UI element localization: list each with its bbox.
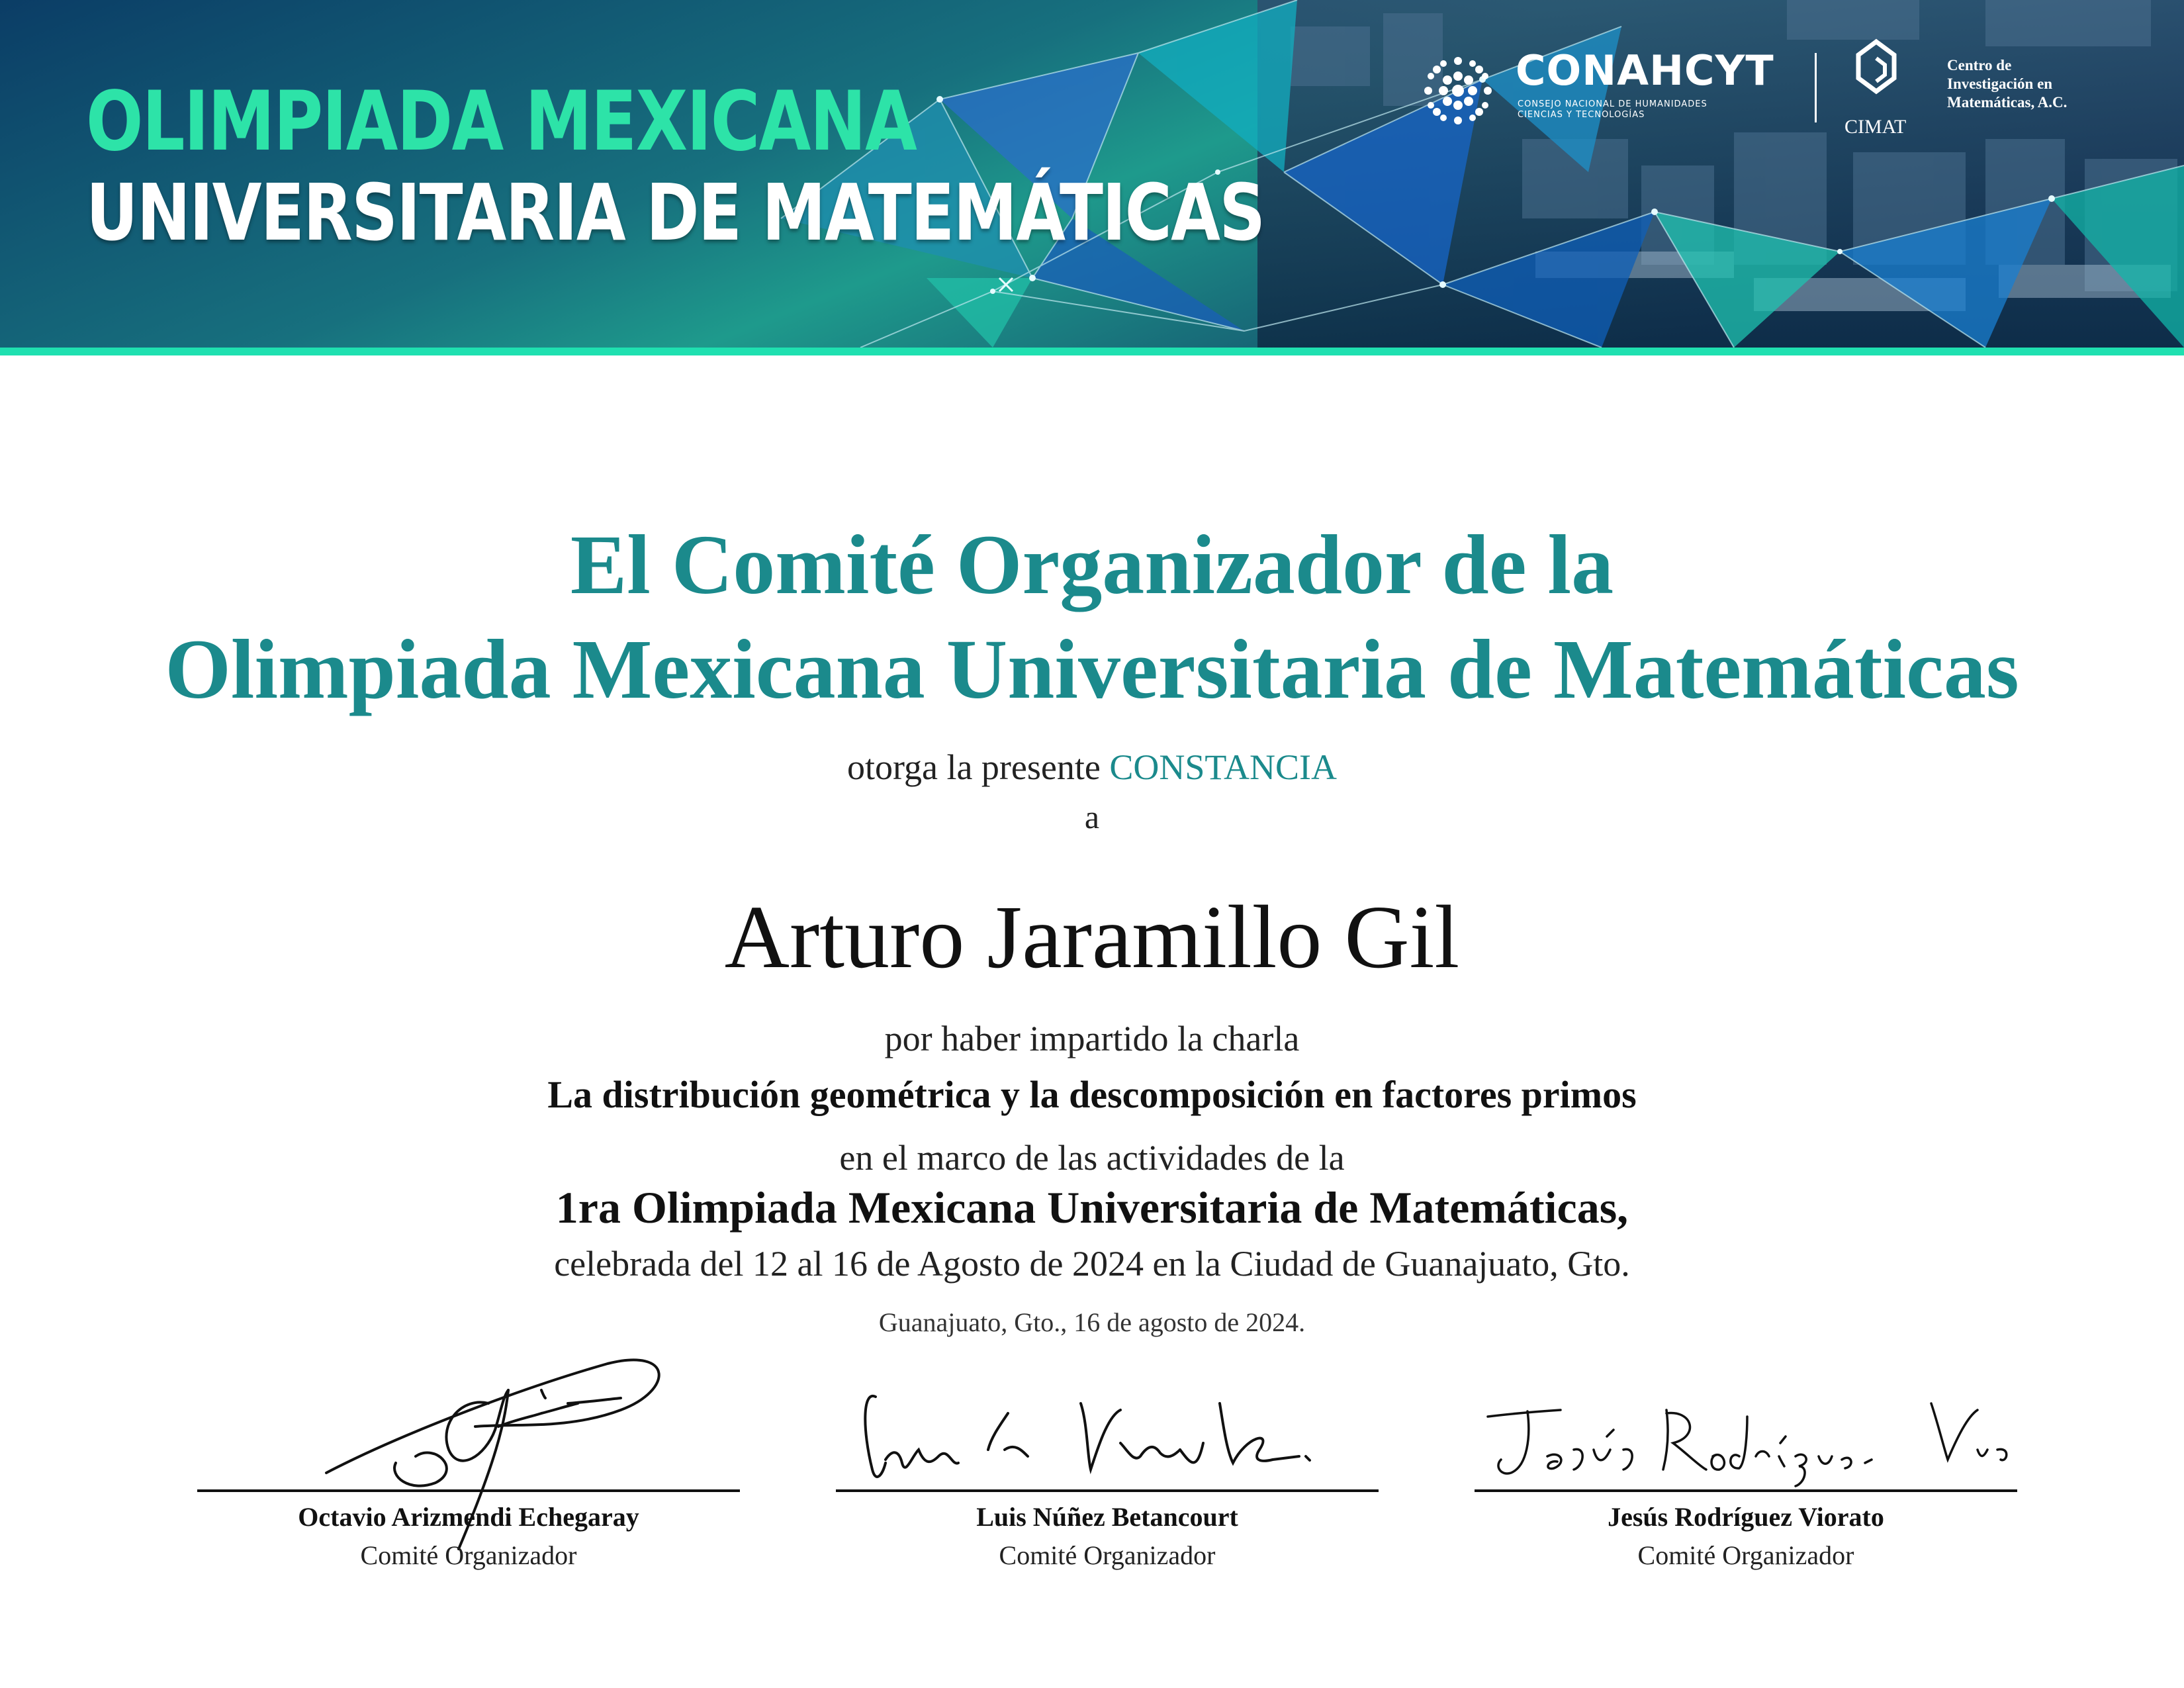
grant-to: a [1084, 798, 1100, 835]
signer-name: Jesús Rodríguez Viorato [1608, 1502, 1884, 1532]
heading-line2: Olimpiada Mexicana Universitaria de Matemáticas [165, 622, 2019, 716]
grant-word: CONSTANCIA [1109, 747, 1338, 787]
signature-line [197, 1489, 740, 1492]
conahcyt-subtitle-line2: CIENCIAS Y TECNOLOGÍAS [1518, 110, 1645, 120]
banner-title-line2: UNIVERSITARIA DE MATEMÁTICAS [86, 167, 1265, 258]
cimat-name: CIMAT [1844, 116, 1907, 138]
signature-line [1475, 1489, 2017, 1492]
conahcyt-logo-icon [1415, 48, 1501, 134]
recipient-name: Arturo Jaramillo Gil [724, 888, 1460, 987]
grant-line [0, 747, 2184, 788]
talk-title: La distribución geométrica y la descomposición en factores primos [547, 1073, 1637, 1116]
event-dates: celebrada del 12 al 16 de Agosto de 2024 en la Ciudad de Guanajuato, Gto. [554, 1244, 1630, 1284]
cimat-description-line1: Centro de [1947, 57, 2012, 73]
banner-title-line1: OLIMPIADA MEXICANA [86, 74, 917, 169]
heading-line1: El Comité Organizador de la [570, 518, 1614, 612]
signature-block-3 [1475, 1350, 2017, 1589]
signer-name: Octavio Arizmendi Echegaray [298, 1502, 639, 1532]
signer-name: Luis Núñez Betancourt [976, 1502, 1238, 1532]
signature-line [836, 1489, 1379, 1492]
place-and-date: Guanajuato, Gto., 16 de agosto de 2024. [878, 1307, 1306, 1337]
signature-block-1 [197, 1350, 740, 1589]
context-text: en el marco de las actividades de la [839, 1138, 1345, 1178]
logo-divider [1815, 53, 1817, 122]
signer-role: Comité Organizador [1637, 1540, 1854, 1570]
signer-role: Comité Organizador [360, 1540, 577, 1570]
header-banner [0, 0, 2184, 348]
cimat-logo-icon [1853, 38, 1899, 111]
reason-text: por haber impartido la charla [884, 1019, 1300, 1058]
conahcyt-name: CONAHCYT [1516, 46, 1774, 95]
signature-block-2 [836, 1350, 1379, 1589]
conahcyt-subtitle-line1: CONSEJO NACIONAL DE HUMANIDADES [1518, 99, 1707, 109]
event-name: 1ra Olimpiada Mexicana Universitaria de Matemáticas, [555, 1182, 1629, 1233]
grant-text: otorga la presente [846, 747, 1101, 787]
cimat-description-line2: Investigación en [1947, 75, 2053, 92]
banner-accent-stripe [0, 348, 2184, 355]
cimat-description-line3: Matemáticas, A.C. [1947, 94, 2068, 111]
signer-role: Comité Organizador [999, 1540, 1216, 1570]
